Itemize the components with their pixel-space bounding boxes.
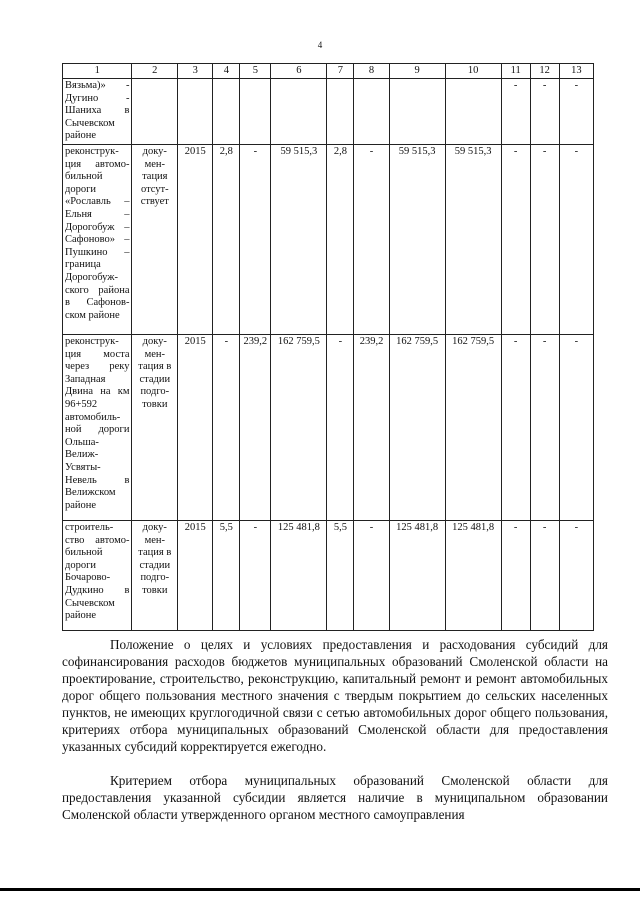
table-row xyxy=(63,79,594,145)
column-header: 9 xyxy=(389,64,445,79)
documentation-cell xyxy=(132,79,178,145)
documentation-cell: доку-мен-тация в стадии подго-товки xyxy=(132,334,178,520)
paragraph: Положение о целях и условиях предоставления и расходования субсидий для софинансирования расходов бюджетов муниципальных образований Смоленской области на проектирование, строительство, реконструкцию, капитальный ремонт и ремонт автомобильных дорог общего пользования местного значения с твердым покрытием до сельских населенных пунктов, не имеющих круглогодичной связи с сетью автомобильных дорог общего пользования, критериях отбора муниципальных образований Смоленской области для предоставления указанных субсидий корректируется ежегодно. xyxy=(62,637,608,754)
data-table xyxy=(62,63,594,631)
year-cell: 2015 xyxy=(178,334,213,520)
table-cell: 239,2 xyxy=(354,334,389,520)
year-cell: 2015 xyxy=(178,144,213,334)
documentation-cell: доку-мен-тация отсут-ствует xyxy=(132,144,178,334)
column-header: 2 xyxy=(132,64,178,79)
column-header: 8 xyxy=(354,64,389,79)
table-cell: - xyxy=(530,520,559,630)
column-header: 11 xyxy=(501,64,530,79)
column-header: 4 xyxy=(213,64,240,79)
table-cell: 59 515,3 xyxy=(389,144,445,334)
table-cell: - xyxy=(530,79,559,145)
table-cell: 239,2 xyxy=(240,334,271,520)
table-cell: 5,5 xyxy=(327,520,354,630)
table-cell xyxy=(445,79,501,145)
table-cell: - xyxy=(530,144,559,334)
table-cell: 2,8 xyxy=(213,144,240,334)
table-cell xyxy=(213,79,240,145)
year-cell xyxy=(178,79,213,145)
table-cell: - xyxy=(559,520,593,630)
object-name-cell: реконструк-ция автомо-бильной дороги «Рославль – Ельня – Дорогобуж – Сафоново» – Пушкино – граница Дорогобуж-ского района в Сафонов-ском районе xyxy=(63,144,132,334)
page-number: 4 xyxy=(317,40,323,50)
table-cell: - xyxy=(559,144,593,334)
column-header: 7 xyxy=(327,64,354,79)
table-cell: 125 481,8 xyxy=(389,520,445,630)
documentation-cell: доку-мен-тация в стадии подго-товки xyxy=(132,520,178,630)
table-cell: 162 759,5 xyxy=(445,334,501,520)
table-header-row xyxy=(63,64,594,79)
page-bottom-rule xyxy=(0,888,640,891)
year-cell: 2015 xyxy=(178,520,213,630)
table-cell: - xyxy=(327,334,354,520)
column-header: 13 xyxy=(559,64,593,79)
column-header: 3 xyxy=(178,64,213,79)
column-header: 12 xyxy=(530,64,559,79)
table-cell xyxy=(389,79,445,145)
table-cell: 5,5 xyxy=(213,520,240,630)
object-name-cell: Вязьма)» - Дугино - Шаниха в Сычевском районе xyxy=(63,79,132,145)
table-cell: - xyxy=(501,144,530,334)
table-cell: - xyxy=(354,144,389,334)
table-cell: 2,8 xyxy=(327,144,354,334)
paragraph: Критерием отбора муниципальных образований Смоленской области для предоставления указанной субсидии является наличие в муниципальном образовании Смоленской области утвержденного органом местного самоуправления xyxy=(62,773,608,822)
table-cell: - xyxy=(240,520,271,630)
column-header: 5 xyxy=(240,64,271,79)
table-cell: 125 481,8 xyxy=(271,520,327,630)
table-cell: - xyxy=(213,334,240,520)
table-cell: - xyxy=(559,334,593,520)
table-cell: - xyxy=(501,334,530,520)
column-header: 10 xyxy=(445,64,501,79)
table-cell: - xyxy=(501,520,530,630)
table-cell: - xyxy=(530,334,559,520)
table-cell: - xyxy=(559,79,593,145)
table-cell xyxy=(354,79,389,145)
table-cell xyxy=(271,79,327,145)
table-cell: - xyxy=(240,144,271,334)
table-row xyxy=(63,334,594,520)
table-cell: - xyxy=(501,79,530,145)
column-header: 6 xyxy=(271,64,327,79)
table-cell: - xyxy=(354,520,389,630)
object-name-cell: реконструк-ция моста через реку Западная Двина на км 96+592 автомобиль-ной дороги Ольша-Велиж-Усвяты-Невель в Велижском районе xyxy=(63,334,132,520)
table-cell xyxy=(240,79,271,145)
table-cell: 162 759,5 xyxy=(271,334,327,520)
column-header: 1 xyxy=(63,64,132,79)
table-row xyxy=(63,144,594,334)
table-cell: 59 515,3 xyxy=(271,144,327,334)
table-cell: 59 515,3 xyxy=(445,144,501,334)
table-cell: 162 759,5 xyxy=(389,334,445,520)
table-cell xyxy=(327,79,354,145)
table-row xyxy=(63,520,594,630)
object-name-cell: строитель-ство автомо-бильной дороги Бочарово-Дудкино в Сычевском районе xyxy=(63,520,132,630)
table-cell: 125 481,8 xyxy=(445,520,501,630)
